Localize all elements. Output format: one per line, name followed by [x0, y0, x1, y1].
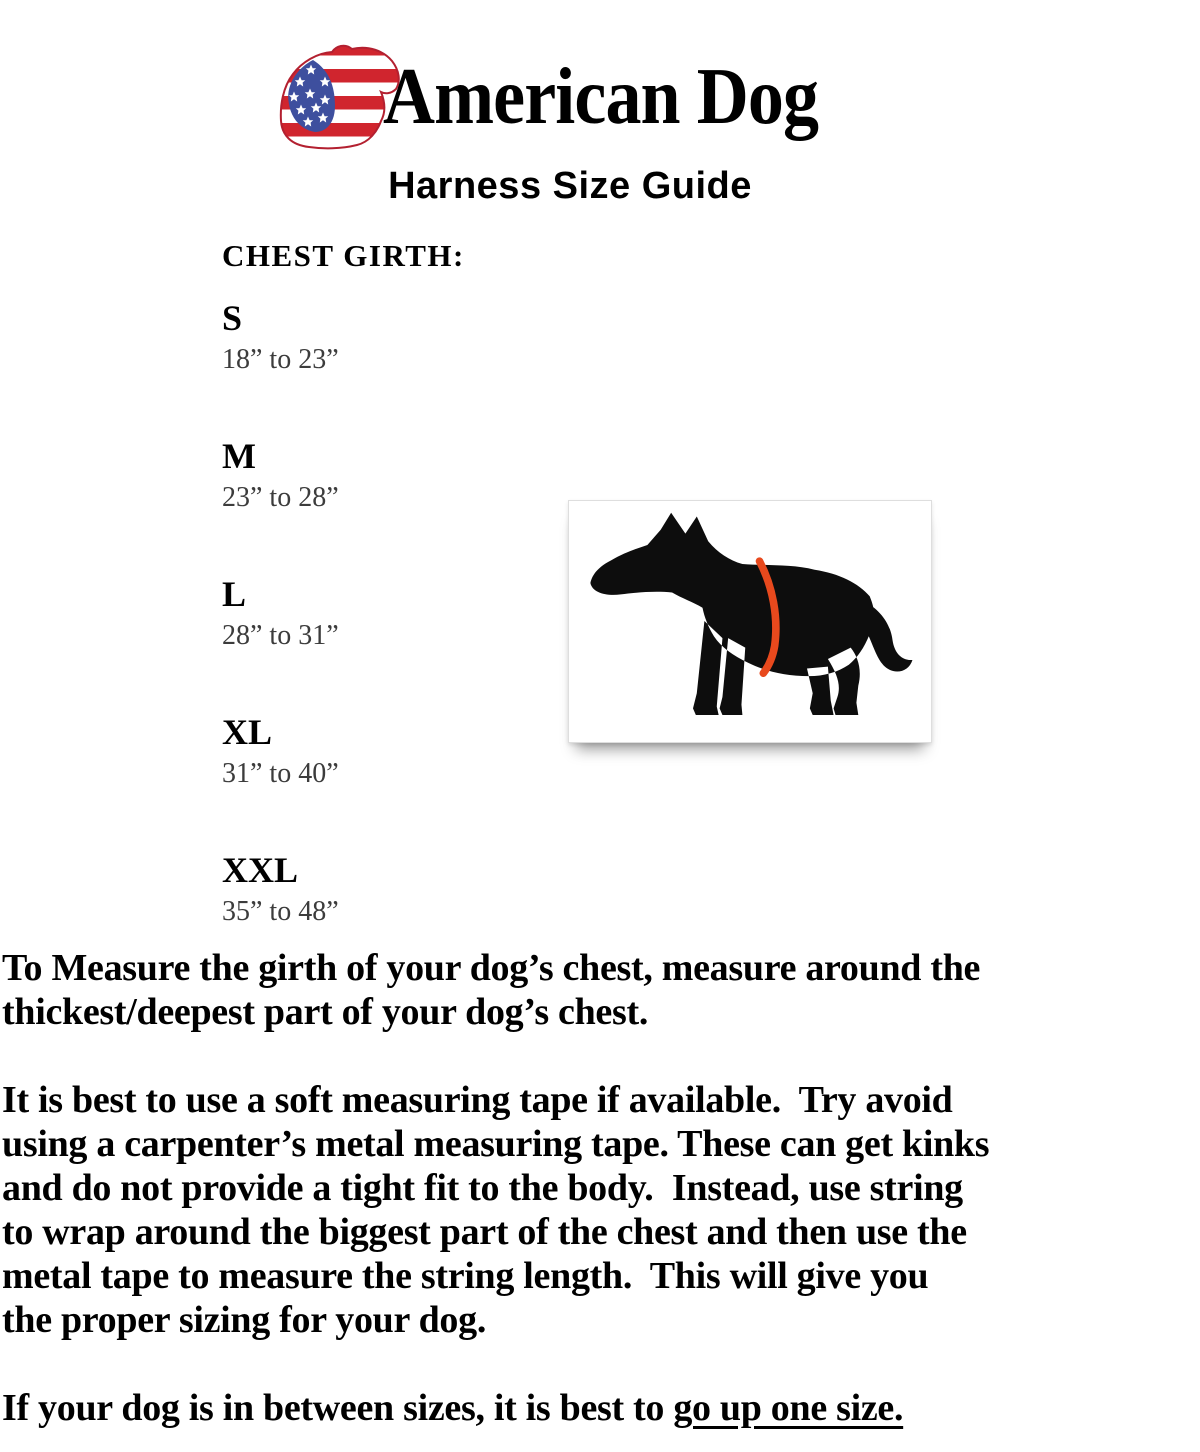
- paragraph-measure-girth: [2, 946, 1200, 1034]
- text-line: [2, 1386, 1200, 1430]
- size-item-s: [222, 297, 1200, 376]
- go-up-one-size-text: go up one size.: [673, 1386, 904, 1429]
- dog-silhouette-icon: [576, 507, 924, 735]
- size-label: XL: [222, 711, 273, 752]
- dog-measurement-diagram: [568, 500, 932, 743]
- size-label: L: [222, 573, 247, 614]
- text-line: thickest/deepest part of your dog’s chest.: [2, 990, 649, 1033]
- brand-title: American Dog: [383, 53, 819, 141]
- text-line: metal tape to measure the string length. This will give you: [2, 1254, 929, 1297]
- chest-girth-heading: CHEST GIRTH:: [222, 237, 465, 273]
- size-range: 31” to 40”: [222, 757, 339, 789]
- size-label: S: [222, 297, 243, 338]
- text-line: using a carpenter’s metal measuring tape. These can get kinks: [2, 1122, 990, 1165]
- instructions: [2, 946, 1200, 1430]
- page-title: Harness Size Guide: [388, 165, 752, 207]
- size-label: M: [222, 435, 256, 476]
- text-line: It is best to use a soft measuring tape if available. Try avoid: [2, 1078, 953, 1121]
- size-label: XXL: [222, 849, 299, 890]
- between-sizes-text: If your dog is in between sizes, it is best to: [2, 1386, 674, 1429]
- text-line: and do not provide a tight fit to the body. Instead, use string: [2, 1166, 963, 1209]
- size-guide-section: [0, 238, 1200, 944]
- size-range: 28” to 31”: [222, 619, 339, 651]
- text-line: To Measure the girth of your dog’s chest, measure around the: [2, 946, 981, 989]
- paragraph-between-sizes: [2, 1386, 1200, 1430]
- size-range: 35” to 48”: [222, 895, 339, 927]
- size-item-xxl: [222, 849, 1200, 928]
- paragraph-measuring-tape: [2, 1078, 1200, 1342]
- text-line: to wrap around the biggest part of the chest and then use the: [2, 1210, 967, 1253]
- brand-row: [273, 42, 866, 152]
- header: [0, 0, 1140, 208]
- text-line: the proper sizing for your dog.: [2, 1298, 487, 1341]
- size-range: 18” to 23”: [222, 343, 339, 375]
- size-range: 23” to 28”: [222, 481, 339, 513]
